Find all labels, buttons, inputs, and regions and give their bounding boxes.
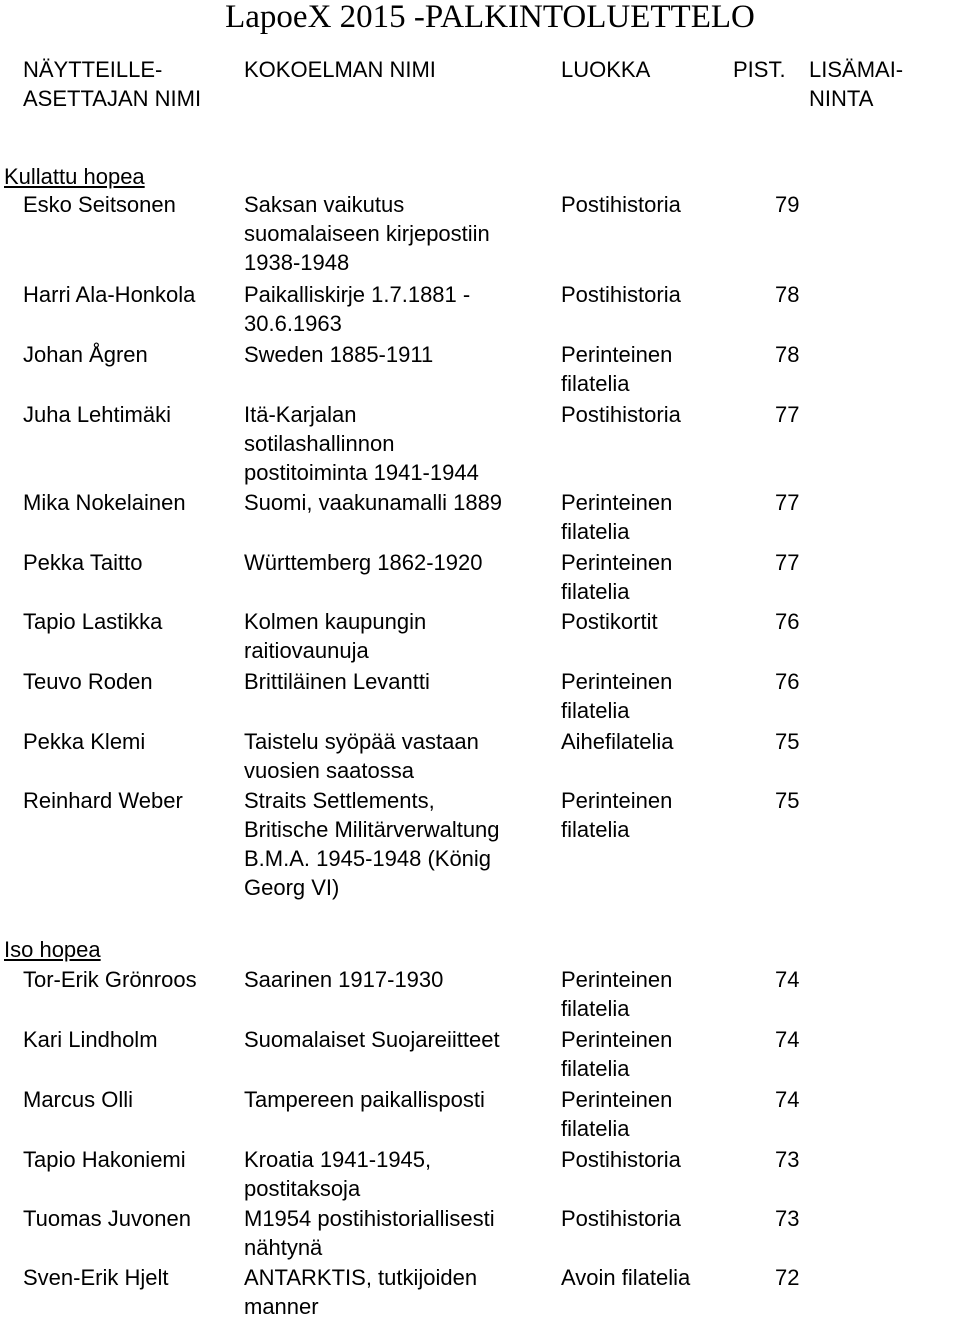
collection-name: Suomalaiset Suojareiitteet — [244, 1027, 500, 1052]
page-title: LapoeX 2015 -PALKINTOLUETTELO — [225, 0, 755, 35]
points-value: 74 — [775, 1087, 800, 1112]
header-collection: KOKOELMAN NIMI — [244, 57, 436, 82]
points-value: 74 — [775, 1027, 800, 1052]
points-value: 78 — [775, 342, 800, 367]
header-exhibitor: NÄYTTEILLE- ASETTAJAN NIMI — [23, 57, 202, 111]
class-name: Postikortit — [561, 609, 658, 634]
exhibitor-name: Juha Lehtimäki — [23, 402, 171, 427]
collection-name: Taistelu syöpää vastaan vuosien saatossa — [244, 729, 479, 783]
collection-name: Kolmen kaupungin raitiovaunuja — [244, 609, 427, 663]
collection-name: Saksan vaikutus suomalaiseen kirjepostiin 1938-1948 — [244, 192, 490, 275]
collection-name: ANTARKTIS, tutkijoiden manner — [244, 1265, 478, 1319]
exhibitor-name: Harri Ala-Honkola — [23, 282, 196, 307]
points-value: 73 — [775, 1147, 800, 1172]
exhibitor-name: Esko Seitsonen — [23, 192, 176, 217]
points-value: 77 — [775, 402, 800, 427]
class-name: Postihistoria — [561, 402, 681, 427]
collection-name: Württemberg 1862-1920 — [244, 550, 483, 575]
class-name: Perinteinen filatelia — [561, 550, 673, 604]
collection-name: Brittiläinen Levantti — [244, 669, 430, 694]
collection-name: Kroatia 1941-1945, postitaksoja — [244, 1147, 432, 1201]
class-name: Postihistoria — [561, 1206, 681, 1231]
exhibitor-name: Tapio Lastikka — [23, 609, 163, 634]
points-value: 79 — [775, 192, 800, 217]
class-name: Postihistoria — [561, 282, 681, 307]
class-name: Perinteinen filatelia — [561, 669, 673, 723]
collection-name: Tampereen paikallisposti — [244, 1087, 485, 1112]
class-name: Perinteinen filatelia — [561, 1027, 673, 1081]
points-value: 76 — [775, 609, 800, 634]
exhibitor-name: Tuomas Juvonen — [23, 1206, 191, 1231]
header-extra: LISÄMAI- NINTA — [809, 57, 904, 111]
points-value: 75 — [775, 788, 800, 813]
exhibitor-name: Johan Ågren — [23, 342, 148, 367]
points-value: 75 — [775, 729, 800, 754]
section-title: Kullattu hopea — [4, 164, 145, 189]
header-points: PIST. — [733, 57, 786, 82]
collection-name: Straits Settlements, Britische Militärverwaltung B.M.A. 1945-1948 (König Georg VI) — [244, 788, 500, 900]
points-value: 77 — [775, 550, 800, 575]
collection-name: Paikalliskirje 1.7.1881 - 30.6.1963 — [244, 282, 471, 336]
class-name: Postihistoria — [561, 192, 681, 217]
class-name: Perinteinen filatelia — [561, 342, 673, 396]
exhibitor-name: Kari Lindholm — [23, 1027, 158, 1052]
class-name: Avoin filatelia — [561, 1265, 691, 1290]
class-name: Aihefilatelia — [561, 729, 674, 754]
class-name: Perinteinen filatelia — [561, 788, 673, 842]
exhibitor-name: Reinhard Weber — [23, 788, 183, 813]
exhibitor-name: Sven-Erik Hjelt — [23, 1265, 169, 1290]
exhibitor-name: Mika Nokelainen — [23, 490, 186, 515]
collection-name: Saarinen 1917-1930 — [244, 967, 444, 992]
points-value: 78 — [775, 282, 800, 307]
points-value: 76 — [775, 669, 800, 694]
exhibitor-name: Pekka Klemi — [23, 729, 146, 754]
collection-name: M1954 postihistoriallisesti nähtynä — [244, 1206, 495, 1260]
points-value: 72 — [775, 1265, 800, 1290]
header-class: LUOKKA — [561, 57, 651, 82]
collection-name: Itä-Karjalan sotilashallinnon postitoiminta 1941-1944 — [244, 402, 479, 485]
exhibitor-name: Tor-Erik Grönroos — [23, 967, 197, 992]
exhibitor-name: Teuvo Roden — [23, 669, 153, 694]
points-value: 73 — [775, 1206, 800, 1231]
class-name: Postihistoria — [561, 1147, 681, 1172]
class-name: Perinteinen filatelia — [561, 1087, 673, 1141]
class-name: Perinteinen filatelia — [561, 967, 673, 1021]
points-value: 77 — [775, 490, 800, 515]
collection-name: Sweden 1885-1911 — [244, 342, 434, 367]
exhibitor-name: Tapio Hakoniemi — [23, 1147, 186, 1172]
exhibitor-name: Pekka Taitto — [23, 550, 143, 575]
points-value: 74 — [775, 967, 800, 992]
class-name: Perinteinen filatelia — [561, 490, 673, 544]
table-header — [0, 55, 960, 115]
section-title: Iso hopea — [4, 937, 101, 962]
exhibitor-name: Marcus Olli — [23, 1087, 134, 1112]
collection-name: Suomi, vaakunamalli 1889 — [244, 490, 503, 515]
